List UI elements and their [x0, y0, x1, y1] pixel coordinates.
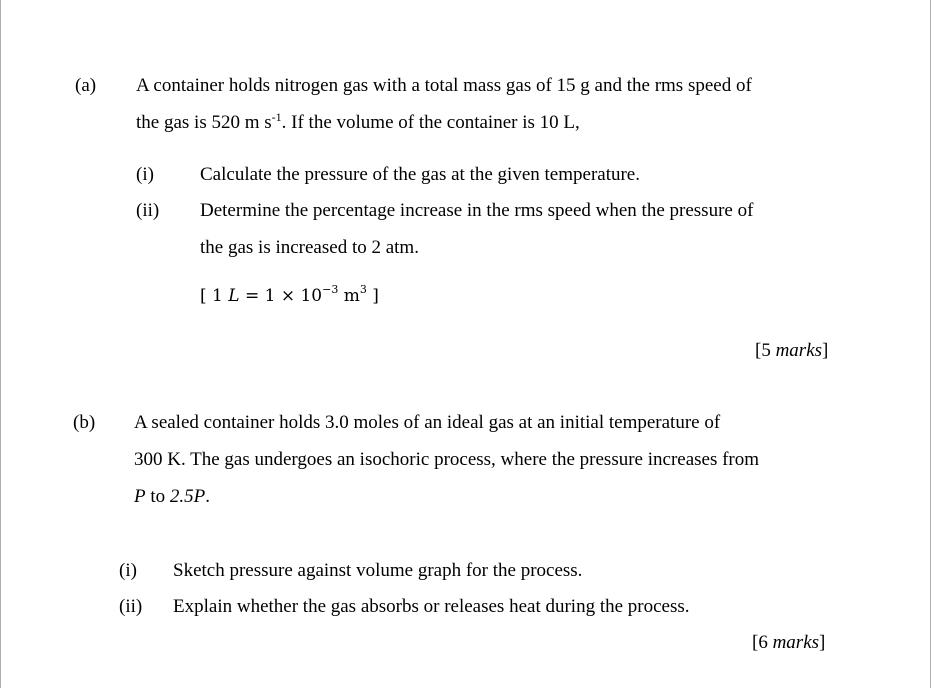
part-a-stem-line2-sup: -1 [271, 110, 282, 124]
part-a-marks-word: marks [775, 340, 823, 361]
part-b-sub-ii-label: (ii) [119, 596, 143, 617]
part-b-stem-line3 [134, 487, 210, 506]
part-a-marks-close: ] [822, 340, 829, 361]
part-b-sub-i-text: Sketch pressure against volume graph for the process. [173, 560, 583, 581]
part-a-label: (a) [75, 75, 97, 96]
part-b-final-pressure: 2.5P [169, 486, 206, 507]
part-b-sub-i-label: (i) [119, 560, 137, 581]
part-a-sub-ii-line2: the gas is increased to 2 atm. [200, 237, 419, 258]
conversion-mid: = 1 × 10 [239, 286, 323, 306]
part-b-to: to [145, 486, 170, 507]
conversion-var: L [228, 286, 240, 306]
part-a-stem-line2-pre: the gas is 520 m s [136, 112, 272, 133]
part-a-stem-line1: A container holds nitrogen gas with a total mass gas of 15 g and the rms speed of [136, 75, 752, 96]
part-b-marks-open: [6 [752, 632, 773, 653]
part-a-sub-ii-line1: Determine the percentage increase in the rms speed when the pressure of [200, 200, 754, 221]
part-a-marks-open: [5 [755, 340, 776, 361]
part-a-sub-i-text: Calculate the pressure of the gas at the given temperature. [200, 164, 640, 185]
conversion-exp: −3 [322, 283, 339, 296]
part-b-marks-word: marks [772, 632, 820, 653]
part-a-sub-i-label: (i) [136, 164, 154, 185]
part-b-marks-close: ] [819, 632, 826, 653]
conversion-unit: m [338, 286, 360, 306]
part-a-stem-line2 [136, 110, 580, 133]
part-b-stem-line1: A sealed container holds 3.0 moles of an ideal gas at an initial temperature of [134, 412, 721, 433]
part-a-sub-ii-label: (ii) [136, 200, 160, 221]
conversion-open: [ 1 [200, 286, 229, 306]
part-b-marks [752, 633, 825, 652]
part-a-stem-line2-post: . If the volume of the container is 10 L, [281, 112, 580, 133]
conversion-close: ] [366, 286, 379, 306]
unit-conversion-formula [200, 283, 379, 306]
part-b-stem-line2: 300 K. The gas undergoes an isochoric process, where the pressure increases from [134, 449, 760, 470]
part-b-p-symbol: P [134, 486, 146, 507]
conversion-unit-exp: 3 [359, 283, 367, 296]
part-a-marks [755, 341, 828, 360]
part-b-sub-ii-text: Explain whether the gas absorbs or releases heat during the process. [173, 596, 690, 617]
part-b-label: (b) [73, 412, 96, 433]
part-b-period: . [205, 486, 210, 507]
